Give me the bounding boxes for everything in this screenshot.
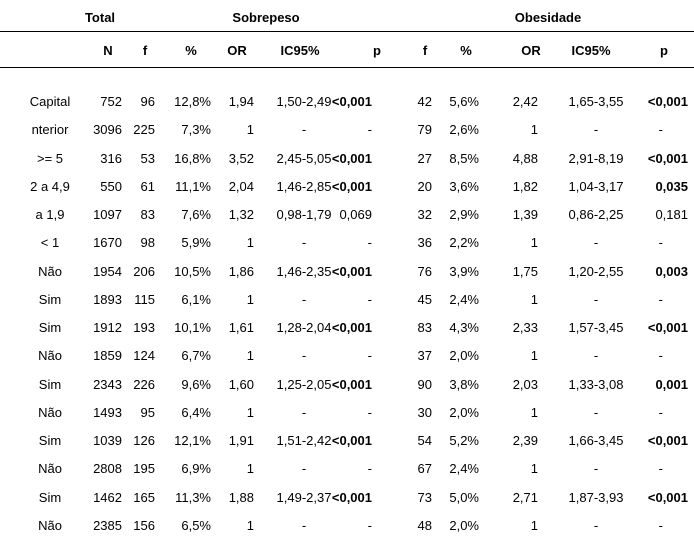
table-cell: 0,181 bbox=[655, 207, 688, 222]
table-cell: 1462 bbox=[93, 490, 122, 505]
table-cell: - bbox=[367, 348, 372, 363]
table-cell: 1 bbox=[530, 235, 538, 250]
table-cell: 195 bbox=[133, 461, 155, 476]
table-cell: 11,1% bbox=[175, 179, 211, 194]
table-cell: - bbox=[301, 292, 307, 307]
table-cell: 11,3% bbox=[175, 490, 211, 505]
table-cell: 83 bbox=[417, 320, 432, 335]
table-cell: 0,035 bbox=[655, 179, 688, 194]
table-cell: 206 bbox=[133, 264, 155, 279]
table-cell: 2,39 bbox=[512, 433, 538, 448]
table-cell: 16,8% bbox=[174, 151, 211, 166]
row-label: < 1 bbox=[40, 235, 60, 250]
table-cell: 2,71 bbox=[512, 490, 538, 505]
table-cell: - bbox=[593, 292, 599, 307]
table-cell: 316 bbox=[100, 151, 122, 166]
table-cell: 2,04 bbox=[228, 179, 254, 194]
row-label: Sim bbox=[38, 490, 62, 505]
table-cell: 2,0% bbox=[449, 405, 479, 420]
table-cell: 1097 bbox=[93, 207, 122, 222]
table-cell: 1,32 bbox=[228, 207, 254, 222]
table-cell: 98 bbox=[140, 235, 155, 250]
row-label: Não bbox=[38, 518, 62, 533]
table-cell: - bbox=[658, 518, 663, 533]
table-cell: 1,75 bbox=[512, 264, 538, 279]
table-cell: <0,001 bbox=[647, 151, 688, 166]
table-cell: 37 bbox=[417, 348, 432, 363]
row-label: Não bbox=[38, 348, 62, 363]
table-cell: 8,5% bbox=[449, 151, 479, 166]
table-cell: 5,2% bbox=[449, 433, 479, 448]
table-cell: <0,001 bbox=[647, 320, 688, 335]
table-cell: 115 bbox=[134, 292, 155, 307]
table-cell: 67 bbox=[417, 461, 432, 476]
table-cell: 1,46-2,85 bbox=[276, 179, 332, 194]
table-cell: 45 bbox=[417, 292, 432, 307]
table-cell: 1,25-2,05 bbox=[276, 377, 332, 392]
table-cell: 6,5% bbox=[181, 518, 211, 533]
table-cell: 1,33-3,08 bbox=[568, 377, 624, 392]
table-cell: 96 bbox=[140, 94, 155, 109]
table-cell: 1 bbox=[530, 348, 538, 363]
table-cell: 1,50-2,49 bbox=[276, 94, 332, 109]
table-cell: 1,60 bbox=[228, 377, 254, 392]
table-cell: 0,86-2,25 bbox=[568, 207, 624, 222]
table-cell: 1 bbox=[530, 122, 538, 137]
table-cell: 2,0% bbox=[449, 348, 479, 363]
table-cell: 2,0% bbox=[449, 518, 479, 533]
table-cell: - bbox=[658, 461, 663, 476]
table-cell: 1 bbox=[246, 235, 254, 250]
table-cell: 0,98-1,79 bbox=[276, 207, 332, 222]
table-cell: 12,8% bbox=[174, 94, 211, 109]
table-cell: 3,6% bbox=[449, 179, 479, 194]
table-cell: 1,57-3,45 bbox=[568, 320, 624, 335]
table-cell: 1859 bbox=[93, 348, 122, 363]
table-cell: 5,0% bbox=[449, 490, 479, 505]
table-cell: 156 bbox=[133, 518, 155, 533]
table-cell: 2,4% bbox=[449, 461, 479, 476]
table-cell: - bbox=[658, 348, 663, 363]
table-cell: 0,001 bbox=[655, 377, 688, 392]
row-label: Não bbox=[38, 461, 62, 476]
table-cell: 6,9% bbox=[181, 461, 211, 476]
table-cell: 1954 bbox=[93, 264, 122, 279]
table-cell: 2,2% bbox=[449, 235, 479, 250]
table-cell: <0,001 bbox=[647, 433, 688, 448]
table-cell: 1039 bbox=[93, 433, 122, 448]
table-cell: 1493 bbox=[93, 405, 122, 420]
table-cell: 2,33 bbox=[512, 320, 538, 335]
table-cell: - bbox=[658, 292, 663, 307]
table-cell: 1,87-3,93 bbox=[568, 490, 624, 505]
table-cell: 27 bbox=[417, 151, 432, 166]
table-cell: - bbox=[658, 405, 663, 420]
table-cell: 53 bbox=[140, 151, 155, 166]
table-cell: 83 bbox=[140, 207, 155, 222]
table-cell: <0,001 bbox=[647, 94, 688, 109]
table-cell: 226 bbox=[133, 377, 155, 392]
table-cell: 1,61 bbox=[228, 320, 254, 335]
table-cell: 7,6% bbox=[181, 207, 211, 222]
table-cell: 7,3% bbox=[181, 122, 211, 137]
table-cell: 61 bbox=[140, 179, 155, 194]
row-label: Capital bbox=[29, 94, 71, 109]
table-cell: 1 bbox=[246, 348, 254, 363]
table-cell: <0,001 bbox=[331, 151, 372, 166]
table-cell: 9,6% bbox=[181, 377, 211, 392]
table-cell: 54 bbox=[417, 433, 432, 448]
table-cell: 6,4% bbox=[181, 405, 211, 420]
row-label: 2 a 4,9 bbox=[30, 179, 70, 194]
table-cell: - bbox=[658, 122, 663, 137]
table-cell: 79 bbox=[417, 122, 432, 137]
table-cell: - bbox=[593, 122, 599, 137]
table-cell: 10,5% bbox=[174, 264, 211, 279]
table-cell: 1 bbox=[246, 292, 254, 307]
row-label: Sim bbox=[38, 320, 62, 335]
table-cell: 4,88 bbox=[512, 151, 538, 166]
table-cell: 95 bbox=[140, 405, 155, 420]
table-cell: 1 bbox=[530, 405, 538, 420]
column-header: % bbox=[185, 43, 197, 58]
column-header: f bbox=[422, 43, 428, 58]
table-cell: <0,001 bbox=[331, 264, 372, 279]
table-cell: 73 bbox=[417, 490, 432, 505]
table-cell: 2,45-5,05 bbox=[276, 151, 332, 166]
table-cell: 2,03 bbox=[512, 377, 538, 392]
table-cell: 1 bbox=[246, 461, 254, 476]
row-label: Sim bbox=[38, 292, 62, 307]
table-cell: 165 bbox=[133, 490, 155, 505]
table-cell: 1 bbox=[530, 292, 538, 307]
table-cell: <0,001 bbox=[331, 179, 372, 194]
table-cell: 1 bbox=[246, 122, 254, 137]
table-cell: 6,1% bbox=[181, 292, 211, 307]
table-cell: 2,6% bbox=[449, 122, 479, 137]
table-cell: 2343 bbox=[93, 377, 122, 392]
table-cell: - bbox=[301, 518, 307, 533]
table-cell: - bbox=[593, 235, 599, 250]
table-cell: 3,8% bbox=[449, 377, 479, 392]
column-header: f bbox=[142, 43, 148, 58]
table-cell: - bbox=[593, 405, 599, 420]
table-cell: 1 bbox=[246, 405, 254, 420]
table-cell: 225 bbox=[133, 122, 155, 137]
column-header: OR bbox=[227, 43, 247, 58]
column-header: N bbox=[103, 43, 113, 58]
table-cell: 124 bbox=[133, 348, 155, 363]
row-label: >= 5 bbox=[36, 151, 64, 166]
table-cell: - bbox=[367, 405, 372, 420]
table-cell: - bbox=[367, 235, 372, 250]
row-label: Não bbox=[38, 405, 62, 420]
table-cell: 1 bbox=[246, 518, 254, 533]
table-cell: 1893 bbox=[93, 292, 122, 307]
table-cell: <0,001 bbox=[331, 377, 372, 392]
table-cell: 1,88 bbox=[228, 490, 254, 505]
table-cell: <0,001 bbox=[647, 490, 688, 505]
table-cell: 1 bbox=[530, 518, 538, 533]
column-header: OR bbox=[521, 43, 541, 58]
table-cell: - bbox=[367, 518, 372, 533]
table-cell: 2,9% bbox=[449, 207, 479, 222]
table-cell: 12,1% bbox=[174, 433, 211, 448]
table-cell: - bbox=[301, 235, 307, 250]
table-cell: - bbox=[593, 348, 599, 363]
table-cell: 5,6% bbox=[449, 94, 479, 109]
column-header: IC95% bbox=[280, 43, 320, 58]
table-cell: <0,001 bbox=[331, 320, 372, 335]
table-cell: 76 bbox=[417, 264, 432, 279]
table-cell: 1 bbox=[530, 461, 538, 476]
table-cell: 2,42 bbox=[512, 94, 538, 109]
table-cell: 20 bbox=[417, 179, 432, 194]
table-cell: - bbox=[367, 122, 372, 137]
table-cell: 193 bbox=[133, 320, 155, 335]
table-cell: 1,86 bbox=[228, 264, 254, 279]
header-rule bbox=[0, 31, 694, 32]
table-cell: 90 bbox=[417, 377, 432, 392]
table-cell: 48 bbox=[417, 518, 432, 533]
row-label: nterior bbox=[31, 122, 69, 137]
table-cell: - bbox=[301, 461, 307, 476]
table-cell: 30 bbox=[417, 405, 432, 420]
table-cell: 1,20-2,55 bbox=[568, 264, 624, 279]
row-label: Sim bbox=[38, 433, 62, 448]
table-cell: 2,4% bbox=[449, 292, 479, 307]
table-cell: 1,39 bbox=[512, 207, 538, 222]
column-header: IC95% bbox=[571, 43, 611, 58]
table-cell: 36 bbox=[417, 235, 432, 250]
table-cell: 2385 bbox=[93, 518, 122, 533]
group-header: Sobrepeso bbox=[232, 10, 300, 25]
table-cell: 3,9% bbox=[449, 264, 479, 279]
table-cell: 752 bbox=[100, 94, 122, 109]
table-cell: <0,001 bbox=[331, 94, 372, 109]
table-cell: 1,91 bbox=[228, 433, 254, 448]
row-label: Não bbox=[38, 264, 62, 279]
table-cell: - bbox=[367, 461, 372, 476]
table-cell: 10,1% bbox=[174, 320, 211, 335]
table-cell: 126 bbox=[133, 433, 155, 448]
table-cell: <0,001 bbox=[331, 490, 372, 505]
table-cell: 2,91-8,19 bbox=[568, 151, 624, 166]
column-header: p bbox=[660, 43, 668, 58]
table-cell: 1,51-2,42 bbox=[276, 433, 332, 448]
table-cell: 3,52 bbox=[228, 151, 254, 166]
table-cell: - bbox=[367, 292, 372, 307]
column-header: % bbox=[460, 43, 472, 58]
table-cell: 5,9% bbox=[181, 235, 211, 250]
table-cell: 6,7% bbox=[181, 348, 211, 363]
table-cell: 2808 bbox=[93, 461, 122, 476]
table-cell: 1,46-2,35 bbox=[276, 264, 332, 279]
row-label: a 1,9 bbox=[35, 207, 65, 222]
table-cell: 1,82 bbox=[512, 179, 538, 194]
group-header: Obesidade bbox=[514, 10, 582, 25]
header-bottom-rule bbox=[0, 67, 694, 68]
table-cell: - bbox=[301, 348, 307, 363]
table-cell: - bbox=[593, 461, 599, 476]
table-cell: <0,001 bbox=[331, 433, 372, 448]
table-cell: 1670 bbox=[93, 235, 122, 250]
table-cell: 1,94 bbox=[228, 94, 254, 109]
row-label: Sim bbox=[38, 377, 62, 392]
table-cell: 1,28-2,04 bbox=[276, 320, 332, 335]
table-cell: - bbox=[301, 405, 307, 420]
table-cell: 0,003 bbox=[655, 264, 688, 279]
table-cell: 1912 bbox=[93, 320, 122, 335]
group-header: Total bbox=[84, 10, 116, 25]
table-cell: 3096 bbox=[93, 122, 122, 137]
column-header: p bbox=[373, 43, 381, 58]
table-cell: 1,66-3,45 bbox=[568, 433, 624, 448]
table-cell: 42 bbox=[417, 94, 432, 109]
table-cell: - bbox=[301, 122, 307, 137]
table-cell: 550 bbox=[100, 179, 122, 194]
table-cell: - bbox=[593, 518, 599, 533]
table-cell: - bbox=[658, 235, 663, 250]
table-cell: 4,3% bbox=[449, 320, 479, 335]
table-cell: 0,069 bbox=[339, 207, 372, 222]
table-cell: 1,49-2,37 bbox=[276, 490, 332, 505]
table-cell: 32 bbox=[417, 207, 432, 222]
table-cell: 1,04-3,17 bbox=[568, 179, 624, 194]
table-cell: 1,65-3,55 bbox=[568, 94, 624, 109]
